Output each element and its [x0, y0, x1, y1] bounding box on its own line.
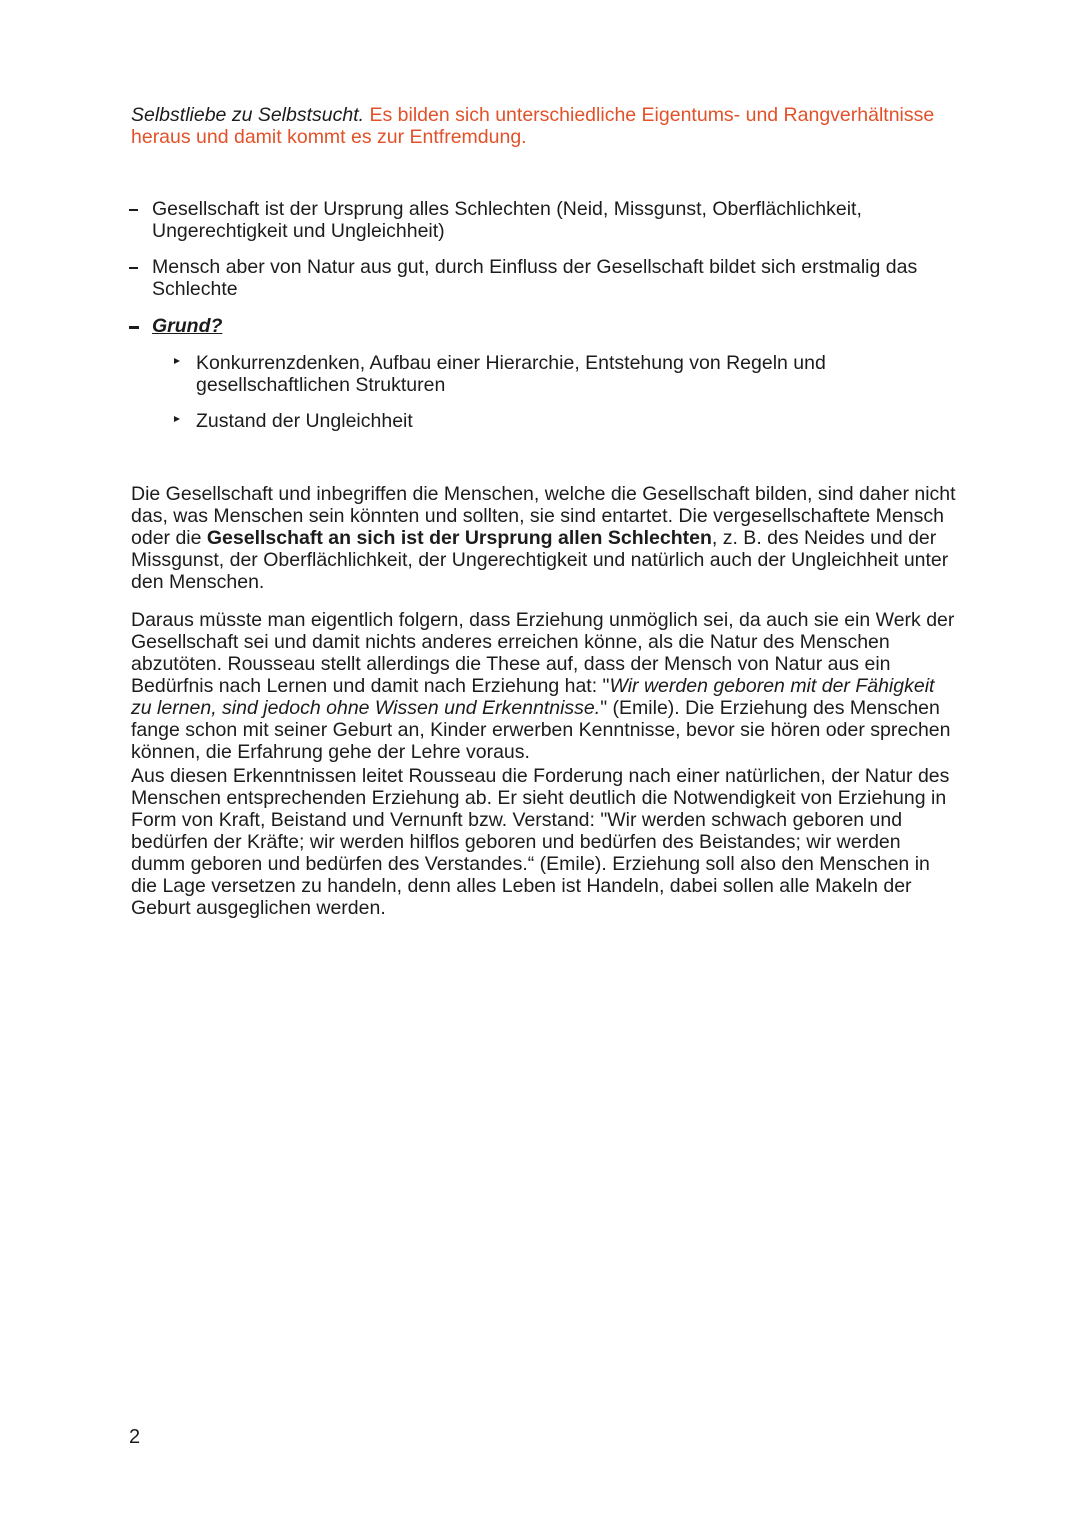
emphasized-text: Gesellschaft an sich ist der Ursprung allen Schlechten: [206, 527, 712, 549]
sub-list-item-text: Zustand der Ungleichheit: [196, 410, 413, 432]
intro-paragraph: [131, 104, 951, 148]
paragraph-text: , z. B. des Neides und der Missgunst, der Oberflächlichkeit, der Ungerechtigkeit und natürlich auch der Ungleichheit unter den Menschen.: [131, 527, 949, 593]
paragraph-text: " (Emile). Die Erziehung des Menschen fange schon mit seiner Geburt an, Kinder erwerben Kenntnisse, bevor sie hören oder sprechen können, die Erfahrung gehe der Lehre voraus.: [131, 697, 951, 763]
paragraph-text: Daraus müsste man eigentlich folgern, dass Erziehung unmöglich sei, da auch sie ein Werk der Gesellschaft sei und damit nichts anderes erreichen könne, als die Natur des Menschen abzutöten. Rousseau stellt allerdings die These auf, dass der Mensch von Natur aus ein Bedürfnis nach Lernen und damit nach Erziehung hat: ": [131, 609, 955, 697]
paragraph-natural-education: Aus diesen Erkenntnissen leitet Rousseau die Forderung nach einer natürlichen, der Natur des Menschen entsprechenden Erziehung ab. Er sieht deutlich die Notwendigkeit von Erziehung in Form von Kraft, Beistand und Vernunft bzw. Verstand: "Wir werden schwach geboren und bedürfen der Kräfte; wir werden hilflos geboren und bedürfen des Beistandes; wir werden dumm geboren und bedürfen des Verstandes.“ (Emile). Erziehung soll also den Menschen in die Lage versetzen zu handeln, denn alles Leben ist Handeln, dabei sollen alle Makeln der Geburt ausgeglichen werden.: [131, 765, 950, 919]
list-item-text: Mensch aber von Natur aus gut, durch Einfluss der Gesellschaft bildet sich erstmalig das Schlechte: [152, 256, 918, 300]
paragraph-education: [131, 609, 957, 763]
page-number: 2: [129, 1426, 141, 1448]
paragraph-text: Die Gesellschaft und inbegriffen die Menschen, welche die Gesellschaft bilden, sind daher nicht das, was Menschen sein könnten und sollten, sie sind entartet. Die vergesellschaftete Mensch oder die: [131, 483, 956, 549]
list-item-text: Gesellschaft ist der Ursprung alles Schlechten (Neid, Missgunst, Oberflächlichkeit, Ungerechtigkeit und Ungleichheit): [152, 198, 862, 242]
list-item-heading: Grund?: [152, 315, 223, 337]
sub-list-item-text: Konkurrenzdenken, Aufbau einer Hierarchie, Entstehung von Regeln und gesellschaftlichen Strukturen: [196, 352, 826, 396]
quote-text: Wir werden geboren mit der Fähigkeit zu lernen, sind jedoch ohne Wissen und Erkenntnisse.: [131, 675, 935, 719]
paragraph-society: [131, 483, 957, 593]
intro-italic-text: Selbstliebe zu Selbstsucht.: [131, 104, 365, 126]
intro-highlighted-text: Es bilden sich unterschiedliche Eigentums- und Rangverhältnisse heraus und damit kommt es zur Entfremdung.: [131, 104, 935, 148]
